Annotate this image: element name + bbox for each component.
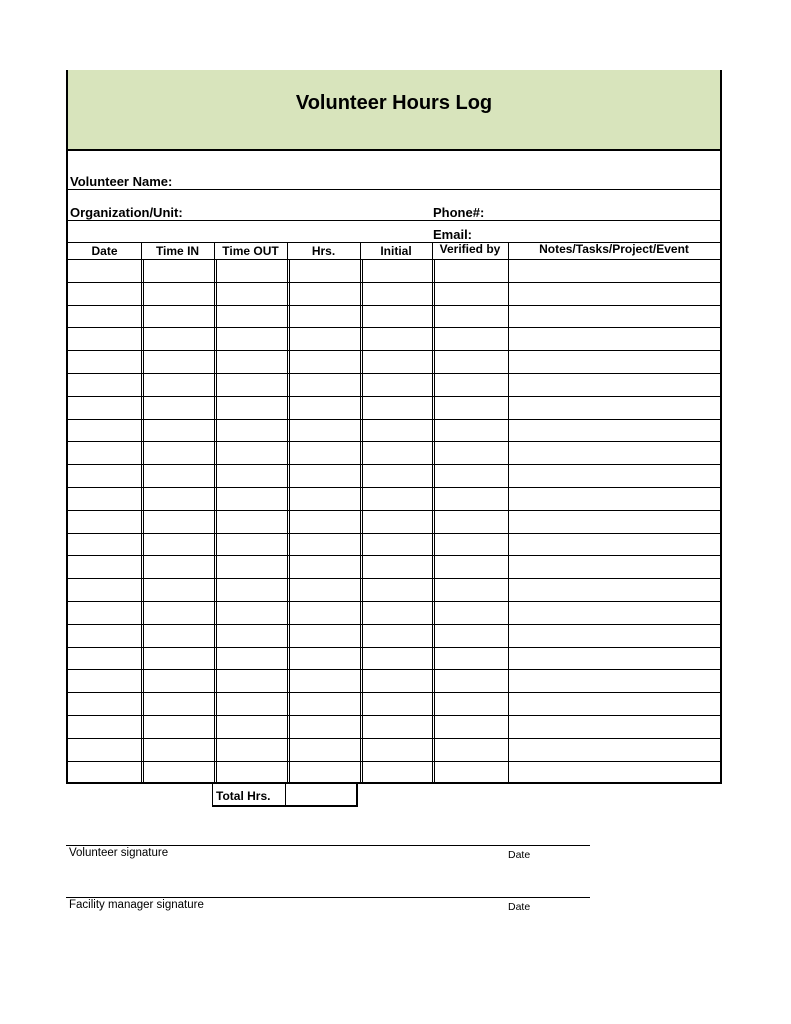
log-cell-time-in[interactable] — [144, 534, 213, 555]
log-cell-date[interactable] — [71, 511, 140, 532]
col-verified-by-header: Verified by — [439, 242, 501, 256]
log-cell-time-in[interactable] — [144, 625, 213, 646]
log-cell-time-out[interactable] — [217, 625, 286, 646]
organization-line — [68, 220, 720, 221]
log-cell-time-in[interactable] — [144, 260, 213, 281]
grid-column-line — [214, 242, 215, 783]
log-cell-initial[interactable] — [363, 716, 431, 737]
log-cell-time-out[interactable] — [217, 306, 286, 327]
log-cell-notes[interactable] — [511, 762, 719, 783]
log-cell-verified-by[interactable] — [435, 442, 507, 463]
volunteer-signature-label: Volunteer signature — [69, 847, 169, 859]
log-cell-time-in[interactable] — [144, 739, 213, 760]
log-cell-verified-by[interactable] — [435, 283, 507, 304]
log-cell-notes[interactable] — [511, 579, 719, 600]
log-cell-verified-by[interactable] — [435, 420, 507, 441]
log-cell-initial[interactable] — [363, 420, 431, 441]
col-time-in-header: Time IN — [155, 244, 200, 258]
log-cell-notes[interactable] — [511, 511, 719, 532]
log-cell-verified-by[interactable] — [435, 625, 507, 646]
log-cell-hrs[interactable] — [290, 602, 359, 623]
log-cell-time-out[interactable] — [217, 534, 286, 555]
log-cell-hrs[interactable] — [290, 328, 359, 349]
total-hours-divider — [285, 784, 286, 805]
log-cell-initial[interactable] — [363, 739, 431, 760]
log-cell-notes[interactable] — [511, 374, 719, 395]
log-cell-verified-by[interactable] — [435, 602, 507, 623]
col-date-header: Date — [91, 244, 118, 258]
log-cell-time-in[interactable] — [144, 648, 213, 669]
total-hours-box — [212, 784, 358, 807]
log-cell-date[interactable] — [71, 442, 140, 463]
log-cell-hrs[interactable] — [290, 442, 359, 463]
log-cell-verified-by[interactable] — [435, 534, 507, 555]
log-cell-hrs[interactable] — [290, 762, 359, 783]
log-cell-hrs[interactable] — [290, 648, 359, 669]
log-cell-initial[interactable] — [363, 328, 431, 349]
log-cell-notes[interactable] — [511, 397, 719, 418]
log-cell-time-out[interactable] — [217, 260, 286, 281]
log-cell-time-in[interactable] — [144, 328, 213, 349]
log-cell-verified-by[interactable] — [435, 328, 507, 349]
total-hours-label: Total Hrs. — [216, 789, 271, 803]
manager-signature-line — [66, 897, 590, 898]
log-cell-notes[interactable] — [511, 693, 719, 714]
log-cell-notes[interactable] — [511, 670, 719, 691]
log-cell-time-out[interactable] — [217, 716, 286, 737]
form-title: Volunteer Hours Log — [295, 92, 493, 114]
log-cell-time-out[interactable] — [217, 442, 286, 463]
log-cell-date[interactable] — [71, 625, 140, 646]
log-cell-date[interactable] — [71, 693, 140, 714]
log-cell-time-in[interactable] — [144, 670, 213, 691]
log-cell-time-out[interactable] — [217, 465, 286, 486]
log-cell-date[interactable] — [71, 374, 140, 395]
log-cell-hrs[interactable] — [290, 579, 359, 600]
log-cell-date[interactable] — [71, 283, 140, 304]
log-cell-initial[interactable] — [363, 693, 431, 714]
log-cell-hrs[interactable] — [290, 739, 359, 760]
log-cell-time-out[interactable] — [217, 693, 286, 714]
log-cell-verified-by[interactable] — [435, 693, 507, 714]
title-band — [68, 70, 720, 151]
log-cell-time-out[interactable] — [217, 511, 286, 532]
log-cell-time-out[interactable] — [217, 762, 286, 783]
volunteer-hours-form — [66, 70, 722, 784]
log-cell-hrs[interactable] — [290, 374, 359, 395]
log-cell-time-out[interactable] — [217, 739, 286, 760]
log-cell-notes[interactable] — [511, 648, 719, 669]
log-cell-time-out[interactable] — [217, 397, 286, 418]
log-cell-hrs[interactable] — [290, 283, 359, 304]
log-cell-verified-by[interactable] — [435, 556, 507, 577]
phone-label: Phone#: — [433, 205, 485, 220]
log-cell-time-in[interactable] — [144, 283, 213, 304]
manager-signature-date-label: Date — [508, 901, 531, 913]
grid-column-line — [287, 242, 288, 783]
log-cell-initial[interactable] — [363, 260, 431, 281]
log-cell-date[interactable] — [71, 648, 140, 669]
log-cell-initial[interactable] — [363, 534, 431, 555]
log-cell-time-out[interactable] — [217, 556, 286, 577]
log-cell-initial[interactable] — [363, 351, 431, 372]
log-cell-hrs[interactable] — [290, 716, 359, 737]
col-initial-header: Initial — [380, 244, 412, 258]
log-cell-time-in[interactable] — [144, 397, 213, 418]
log-cell-notes[interactable] — [511, 442, 719, 463]
col-hrs-header: Hrs. — [311, 244, 336, 258]
log-cell-verified-by[interactable] — [435, 465, 507, 486]
log-cell-initial[interactable] — [363, 488, 431, 509]
log-cell-notes[interactable] — [511, 420, 719, 441]
log-cell-hrs[interactable] — [290, 306, 359, 327]
log-cell-time-in[interactable] — [144, 442, 213, 463]
log-cell-time-in[interactable] — [144, 488, 213, 509]
log-cell-date[interactable] — [71, 579, 140, 600]
email-label: Email: — [433, 227, 473, 242]
log-cell-time-out[interactable] — [217, 602, 286, 623]
log-cell-time-in[interactable] — [144, 351, 213, 372]
log-cell-notes[interactable] — [511, 602, 719, 623]
log-cell-verified-by[interactable] — [435, 762, 507, 783]
log-cell-notes[interactable] — [511, 328, 719, 349]
log-cell-date[interactable] — [71, 670, 140, 691]
log-cell-time-out[interactable] — [217, 351, 286, 372]
log-cell-notes[interactable] — [511, 260, 719, 281]
manager-signature-label: Facility manager signature — [69, 899, 204, 911]
grid-column-line — [360, 242, 361, 783]
log-cell-initial[interactable] — [363, 397, 431, 418]
log-cell-date[interactable] — [71, 534, 140, 555]
log-cell-verified-by[interactable] — [435, 306, 507, 327]
log-cell-initial[interactable] — [363, 625, 431, 646]
log-cell-hrs[interactable] — [290, 556, 359, 577]
grid-column-line — [141, 242, 142, 783]
log-cell-initial[interactable] — [363, 465, 431, 486]
log-cell-verified-by[interactable] — [435, 397, 507, 418]
log-cell-initial[interactable] — [363, 511, 431, 532]
log-cell-hrs[interactable] — [290, 534, 359, 555]
log-cell-time-out[interactable] — [217, 488, 286, 509]
log-cell-time-in[interactable] — [144, 579, 213, 600]
log-cell-time-in[interactable] — [144, 716, 213, 737]
log-cell-time-in[interactable] — [144, 693, 213, 714]
log-cell-time-out[interactable] — [217, 374, 286, 395]
log-cell-date[interactable] — [71, 762, 140, 783]
log-cell-verified-by[interactable] — [435, 374, 507, 395]
log-cell-hrs[interactable] — [290, 260, 359, 281]
log-cell-notes[interactable] — [511, 283, 719, 304]
log-cell-time-out[interactable] — [217, 648, 286, 669]
log-cell-date[interactable] — [71, 716, 140, 737]
log-cell-notes[interactable] — [511, 716, 719, 737]
log-cell-hrs[interactable] — [290, 693, 359, 714]
log-cell-time-in[interactable] — [144, 306, 213, 327]
log-cell-hrs[interactable] — [290, 511, 359, 532]
log-cell-hrs[interactable] — [290, 488, 359, 509]
log-cell-initial[interactable] — [363, 579, 431, 600]
log-cell-time-in[interactable] — [144, 602, 213, 623]
grid-column-line — [432, 242, 433, 783]
log-cell-initial[interactable] — [363, 762, 431, 783]
log-cell-verified-by[interactable] — [435, 351, 507, 372]
log-cell-initial[interactable] — [363, 670, 431, 691]
col-time-out-header: Time OUT — [222, 244, 279, 258]
log-cell-verified-by[interactable] — [435, 579, 507, 600]
grid-column-line — [508, 242, 509, 783]
organization-unit-label: Organization/Unit: — [70, 205, 183, 220]
log-cell-date[interactable] — [71, 351, 140, 372]
log-cell-verified-by[interactable] — [435, 716, 507, 737]
log-cell-time-out[interactable] — [217, 579, 286, 600]
log-cell-verified-by[interactable] — [435, 511, 507, 532]
log-cell-hrs[interactable] — [290, 670, 359, 691]
log-cell-time-in[interactable] — [144, 511, 213, 532]
log-cell-time-in[interactable] — [144, 465, 213, 486]
log-cell-verified-by[interactable] — [435, 739, 507, 760]
log-cell-date[interactable] — [71, 328, 140, 349]
log-cell-hrs[interactable] — [290, 465, 359, 486]
log-cell-date[interactable] — [71, 556, 140, 577]
volunteer-signature-date-label: Date — [508, 849, 531, 861]
log-cell-time-out[interactable] — [217, 420, 286, 441]
log-cell-date[interactable] — [71, 260, 140, 281]
log-cell-notes[interactable] — [511, 465, 719, 486]
log-cell-date[interactable] — [71, 465, 140, 486]
log-cell-time-in[interactable] — [144, 420, 213, 441]
log-cell-initial[interactable] — [363, 602, 431, 623]
volunteer-name-line — [68, 189, 720, 190]
log-cell-verified-by[interactable] — [435, 648, 507, 669]
log-cell-verified-by[interactable] — [435, 260, 507, 281]
log-cell-notes[interactable] — [511, 534, 719, 555]
log-cell-time-out[interactable] — [217, 670, 286, 691]
log-cell-time-in[interactable] — [144, 374, 213, 395]
log-cell-hrs[interactable] — [290, 351, 359, 372]
log-cell-date[interactable] — [71, 397, 140, 418]
log-cell-notes[interactable] — [511, 488, 719, 509]
log-cell-initial[interactable] — [363, 442, 431, 463]
volunteer-name-label: Volunteer Name: — [70, 174, 173, 189]
log-cell-hrs[interactable] — [290, 397, 359, 418]
log-cell-initial[interactable] — [363, 374, 431, 395]
log-cell-verified-by[interactable] — [435, 488, 507, 509]
log-cell-notes[interactable] — [511, 351, 719, 372]
log-cell-notes[interactable] — [511, 306, 719, 327]
volunteer-signature-line — [66, 845, 590, 846]
log-cell-time-out[interactable] — [217, 328, 286, 349]
log-cell-date[interactable] — [71, 420, 140, 441]
log-cell-date[interactable] — [71, 488, 140, 509]
log-cell-date[interactable] — [71, 602, 140, 623]
log-cell-notes[interactable] — [511, 556, 719, 577]
log-cell-hrs[interactable] — [290, 625, 359, 646]
log-cell-initial[interactable] — [363, 556, 431, 577]
log-cell-date[interactable] — [71, 739, 140, 760]
log-cell-hrs[interactable] — [290, 420, 359, 441]
log-cell-initial[interactable] — [363, 306, 431, 327]
log-cell-time-in[interactable] — [144, 556, 213, 577]
log-cell-time-out[interactable] — [217, 283, 286, 304]
log-cell-date[interactable] — [71, 306, 140, 327]
col-notes-header: Notes/Tasks/Project/Event — [539, 242, 689, 256]
log-cell-initial[interactable] — [363, 283, 431, 304]
log-cell-verified-by[interactable] — [435, 670, 507, 691]
log-cell-notes[interactable] — [511, 625, 719, 646]
log-cell-initial[interactable] — [363, 648, 431, 669]
log-cell-time-in[interactable] — [144, 762, 213, 783]
log-cell-notes[interactable] — [511, 739, 719, 760]
